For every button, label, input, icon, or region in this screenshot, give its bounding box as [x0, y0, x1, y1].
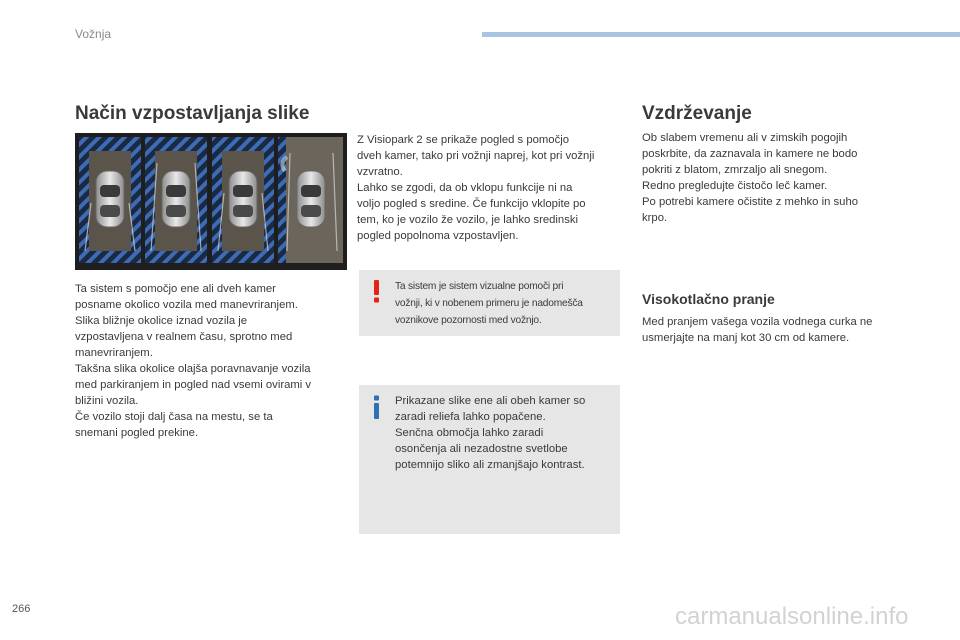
left-body-text: Ta sistem s pomočjo ene ali dveh kamer posname okolico vozila med manevriranjem. Slika bližnje okolice iznad vozila je vzpostavljena v realnem času, sprotno med manevriranjem. Takšna slika okolice olajša poravnavanje vozila med parkiranjem in pogled nad vsemi ovirami v bližini vozila. Če vozilo stoji dalj časa na mestu, se ta snemani pogled prekine.: [75, 283, 312, 439]
info-icon: [367, 395, 387, 419]
page-number: 266: [12, 603, 31, 615]
chapter-title: Vožnja: [75, 27, 112, 41]
section-title-maintenance: Vzdrževanje: [642, 103, 752, 124]
site-watermark: carmanualsonline.info: [675, 603, 909, 630]
warning-text: Ta sistem je sistem vizualne pomoči pri vožnji, ki v nobenem primeru je nadomešča voznikove pozornosti med vožnjo.: [395, 281, 583, 326]
pressure-wash-text: Med pranjem vašega vozila vodnega curka ne usmerjajte na manj kot 30 cm od kamere.: [642, 316, 873, 344]
subsection-title-pressure-wash: Visokotlačno pranje: [642, 291, 775, 307]
info-text: Prikazane slike ene ali obeh kamer so zaradi reliefa lahko popačene. Senčna območja lahko zaradi osončenja ali nezadostne svetlobe potemnijo sliko ali zmanjšajo kontrast.: [395, 395, 586, 471]
camera-parking-view-illustration: [75, 133, 347, 270]
warning-icon: [367, 279, 387, 303]
warning-note-box: [359, 270, 620, 336]
maintenance-body-text: Ob slabem vremenu ali v zimskih pogojih poskrbite, da zaznavala in kamere ne bodo pokriti z blatom, zmrzaljo ali snegom. Redno pregledujte čistočo leč kamer. Po potrebi kamere očistite z mehko in suho krpo.: [642, 132, 859, 224]
section-title-image-mode: Način vzpostavljanja slike: [75, 103, 310, 124]
middle-body-text: Z Visiopark 2 se prikaže pogled s pomočjo dveh kamer, tako pri vožnji naprej, kot pri vožnji vzvratno. Lahko se zgodi, da ob vklopu funkcije ni na voljo pogled s sredine. Če funkcijo vklopite po tem, ko je vozilo že vozilo, je lahko sredinski pogled popolnoma vzpostavljen.: [357, 134, 595, 242]
header-accent-bar: [482, 32, 960, 37]
info-note-box: [359, 385, 620, 534]
